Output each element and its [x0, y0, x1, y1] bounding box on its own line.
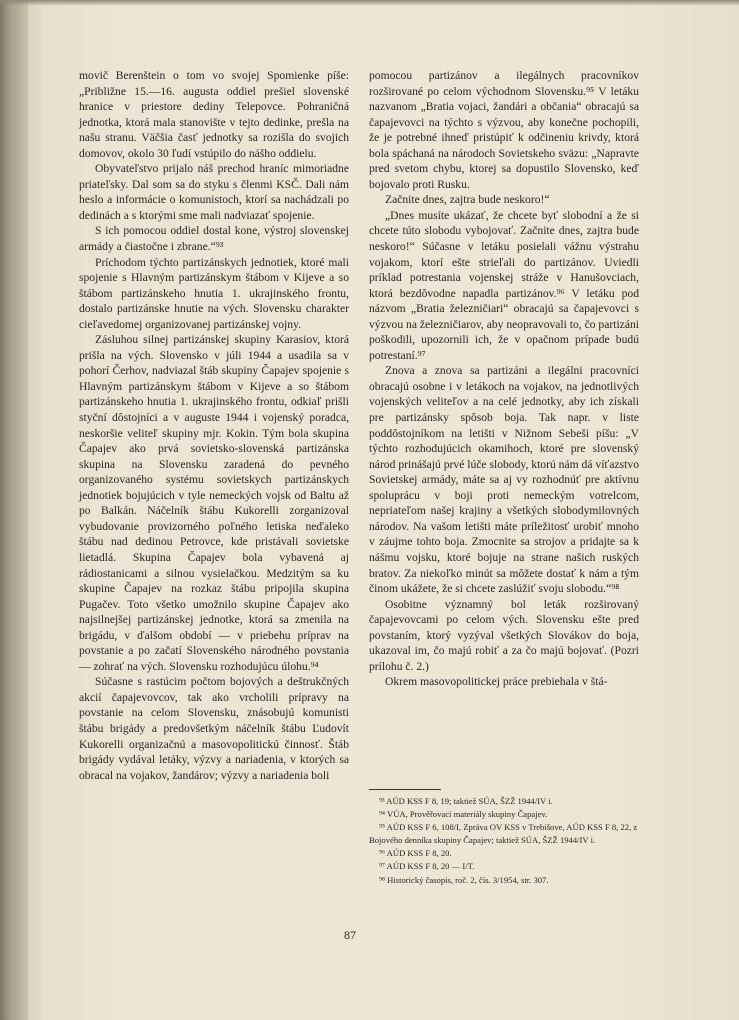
page-top-edge [0, 0, 739, 6]
paragraph: pomocou partizánov a ilegálnych pracovníkov rozširované po celom východnom Slovensku.⁹⁵ V letáku nazvanom „Bratia vojaci, žandári a občania“ obracajú sa čapajevovci na týchto s výzvou, aby konečne pochopili, že je potrebné ihneď pristúpiť k odčineniu krivdy, ktorá bola spáchaná na národoch Sovietskeho sväzu: „Napravte pred svetom chybu, ktorej sa dopustilo Slovensko, keď bojovalo proti Rusku. [369, 69, 639, 191]
footnotes [369, 795, 639, 887]
paragraph: Osobitne významný bol leták rozširovaný čapajevovcami po celom vých. Slovensku ešte pred povstaním, ktorý vyzýval všetkých Slovákov do boja, ukazoval im, čo majú robiť a za čo majú bojovať. (Pozri prílohu č. 2.) [369, 597, 639, 673]
paragraph: Začnite dnes, zajtra bude neskoro!“ [385, 193, 550, 207]
footnote: ⁹⁶ AÚD KSS F 8, 20. [379, 848, 452, 859]
paragraph: „Dnes musíte ukázať, že chcete byť slobodní a že si chcete túto slobodu vybojovať. Začnite dnes, zajtra bude neskoro!“ Súčasne v letáku posielali vážnu výstrahu vojakom, ktorí ešte strieľali do partizánov. Uviedli príklad potrestania vojenskej stráže v Hanušovciach, ktorá bezdôvodne napadla partizánov.⁹⁶ V letáku pod názvom „Bratia železničiari“ obracajú sa čapajevovci s výzvou na železničiarov, aby neopravovali to, čo partizáni poškodili, upozornili ich, že v opačnom prípade budú potrestaní.⁹⁷ [369, 208, 639, 362]
paragraph: Súčasne s rastúcim počtom bojových a deštrukčných akcií čapajevovcov, tak ako vrcholili prípravy na povstanie na celom Slovensku, znásobujú komunisti štábu brigády a predovšetkým náčelník štábu Ľudovít Kukorelli organizačnú a masovopolitickú činnosť. Štáb brigády vydával letáky, výzvy a nariadenia, v ktorých sa obracal na vojakov, žandárov; výzvy a nariadenia boli [79, 675, 349, 782]
page-number: 87 [344, 928, 356, 942]
paragraph: Príchodom týchto partizánskych jednotiek, ktoré mali spojenie s Hlavným partizánskym štábom v Kijeve a so štábom partizánskeho hnutia 1. ukrajinského frontu, dostalo partizánske hnutie na vých. Slovensku charakter cieľavedomej organizovanej partizánskej vojny. [79, 255, 349, 331]
right-text-column [369, 68, 639, 690]
paragraph: movič Berenštein o tom vo svojej Spomienke píše: „Približne 15.—16. augusta oddiel prešiel slovenské hranice v priestore dediny Telepovce. Pohraničná jednotka, ktorá mala stanovište v tejto dedinke, prešla na našu stranu. Väčšia časť jednotky sa rozišla do svojich domovov, okolo 30 ľudí vstúpilo do nášho oddielu. [79, 69, 349, 160]
paragraph: Znova a znova sa partizáni a ilegálni pracovníci obracajú osobne i v letákoch na vojakov, na jednotlivých vojenských veliteľov a na celé jednotky, aby ich získali pre partizánsky spôsob boja. Tak napr. v liste poddôstojníkom na letišti v Nižnom Sebeši píšu: „V týchto rozhodujúcich okamihoch, ktoré pre slovenský národ prinášajú prvé lúče slobody, ktorú nám dá víťazstvo Sovietskej armády, máte sa aj vy rozhodnúť pre aktívnu spoluprácu v boji proti nemeckým votrelcom, nepriateľom našej krajiny a všetkých slobodymilovných národov. Na vašom letišti máte príležitosť urobiť mnoho v záujme tohto boja. Zmocnite sa strojov a pridajte sa k nášmu vojsku, ktoré bojuje na strane našich ruských bratov. Za niekoľko minút sa môžete dostať k nám a tým činom ukážete, že si chcete zaslúžiť svoju slobodu.“⁹⁸ [369, 364, 639, 596]
paragraph: Zásluhou silnej partizánskej skupiny Karasiov, ktorá prišla na vých. Slovensko v júli 1944 a usadila sa v pohorí Čerhov, nadviazal štáb skupiny Čapajev spojenie s Hlavným partizánskym štábom v Kijeve a so štábom partizánskeho hnutia 1. ukrajinského frontu, odkiaľ prišli styční dôstojníci a v auguste 1944 i vojenský poradca, neskoršie veliteľ skupiny mjr. Kokin. Tým bola skupina Čapajev ako prvá sovietsko-slovenská partizánska skupina na Slovensku zaradená do pevného organizovaného systému sovietskych partizánskych jednotiek bojujúcich v tyle nemeckých vojsk od Baltu až po Balkán. Náčelník štábu Kukorelli zorganizoval vybudovanie provizorného poľného letiska neďaleko štábu nad dedinou Petrovce, kde pristávali sovietske lietadlá. Skupina Čapajev bola vybavená aj rádiostanicami a silnou vysielačkou. Medzitým sa ku skupine Čapajev na rozkaz štábu pripojila skupina Pugačev. Toto všetko umožnilo skupine Čapajev ako najsilnejšej partizánskej jednotke, ktorá sa zmenila na brigádu, v ďalšom období — v priebehu príprav na povstanie a po začatí Slovenského národného povstania — zohrať na vých. Slovensku rozhodujúcu úlohu.⁹⁴ [79, 333, 349, 673]
book-gutter [0, 0, 28, 1020]
paragraph: Obyvateľstvo prijalo náš prechod hraníc mimoriadne priateľsky. Dal som sa do styku s členmi KSČ. Dali nám heslo a informácie o komunistoch, ktorí sa nachádzali po dedinách a s ktorými sme mali nadviazať spojenie. [79, 162, 349, 222]
paragraph: S ich pomocou oddiel dostal kone, výstroj slovenskej armády a čiastočne i zbrane.“⁹³ [79, 224, 349, 254]
footnote: ⁹³ AÚD KSS F 8, 19; taktiež SÚA, ŠZŽ 1944/IV i. [379, 796, 553, 806]
footnote: ⁹⁷ AÚD KSS F 8, 20 — I/T. [379, 861, 475, 872]
footnote-rule [369, 789, 441, 790]
paragraph: Okrem masovopolitickej práce prebiehala v štá- [385, 675, 608, 689]
footnote: ⁹⁸ Historický časopis, roč. 2, čís. 3/1954, str. 307. [379, 874, 549, 885]
footnote: ⁹⁴ VÚA, Prověřovací materiály skupiny Čapajev. [379, 809, 548, 820]
left-text-column [79, 68, 349, 783]
footnote: ⁹⁵ AÚD KSS F 6, 108/I, Zpráva OV KSS v Trebišove, AÚD KSS F 8, 22, z Bojového denníka skupiny Čapajev; taktiež SÚA, ŠZŽ 1944/IV i. [369, 822, 638, 846]
